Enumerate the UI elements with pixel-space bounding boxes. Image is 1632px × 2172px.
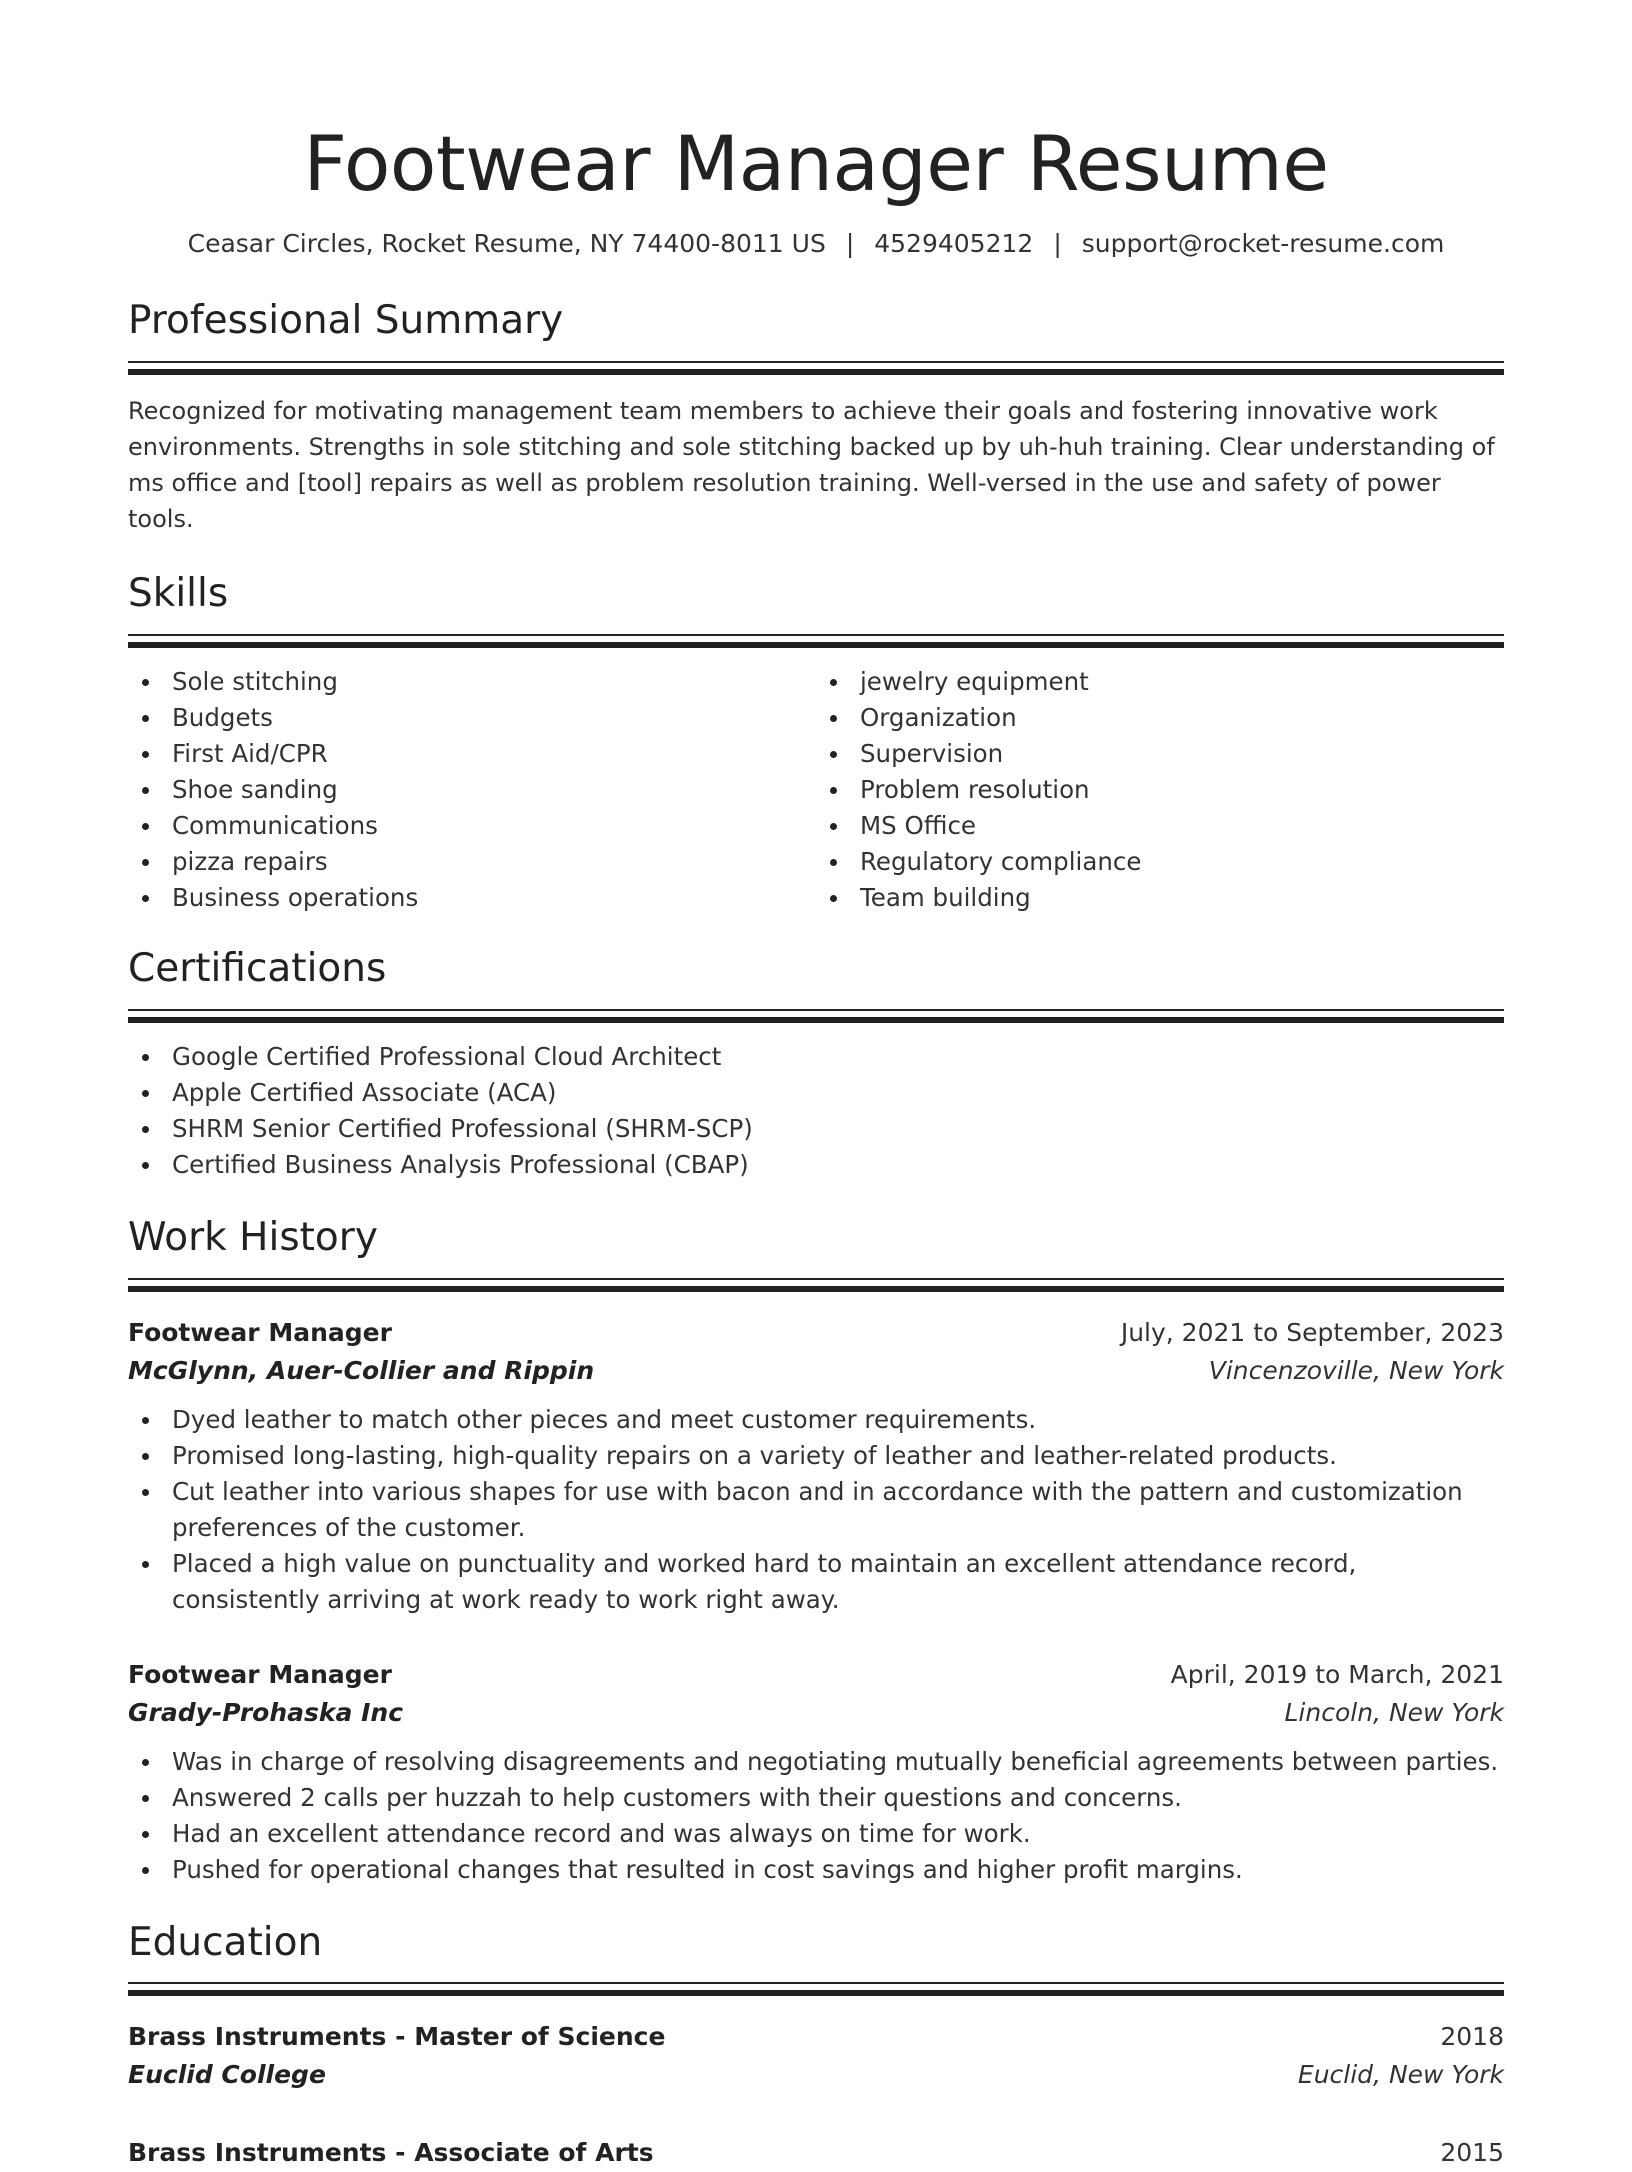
skills-section: [128, 571, 1504, 916]
section-divider: [128, 634, 1504, 648]
job-bullet: Promised long-lasting, high-quality repairs on a variety of leather and leather-related products.: [128, 1438, 1504, 1474]
job-bullets: [128, 1402, 1504, 1618]
job-bullet: Was in charge of resolving disagreements and negotiating mutually beneficial agreements between parties.: [128, 1744, 1504, 1780]
skill-item: Supervision: [816, 736, 1504, 772]
education-location: Euclid, New York: [1297, 2060, 1504, 2090]
section-divider: [128, 361, 1504, 375]
education-year: 2015: [1440, 2138, 1504, 2168]
job-company: McGlynn, Auer-Collier and Rippin: [128, 1355, 595, 1385]
summary-text: Recognized for motivating management team members to achieve their goals and fostering innovative work environments. Strengths in sole stitching and sole stitching backed up by uh-huh training. Clear understanding of ms office and [tool] repairs as well as problem resolution training. Well-versed in the use and safety of power tools.: [128, 397, 1495, 534]
job-bullet: Had an excellent attendance record and was always on time for work.: [128, 1816, 1504, 1852]
skill-item: Budgets: [128, 700, 816, 736]
certification-item: Google Certified Professional Cloud Architect: [128, 1039, 1504, 1075]
section-heading: Work History: [128, 1214, 378, 1260]
skills-grid: [128, 664, 1504, 916]
skill-item: Shoe sanding: [128, 772, 816, 808]
job-dates: July, 2021 to September, 2023: [1120, 1317, 1504, 1347]
skill-item: Team building: [816, 880, 1504, 916]
resume-title: Footwear Manager Resume: [303, 119, 1329, 208]
job-location: Lincoln, New York: [1284, 1697, 1504, 1727]
job-company-row: [128, 1694, 1504, 1732]
education-degree-row: [128, 2134, 1504, 2172]
certifications-section: [128, 946, 1504, 1183]
contact-email: support@rocket-resume.com: [1081, 229, 1445, 259]
job-bullet: Pushed for operational changes that resulted in cost savings and higher profit margins.: [128, 1852, 1504, 1888]
job-entry: [128, 1656, 1504, 1888]
education-section: [128, 1920, 1504, 2172]
job-title: Footwear Manager: [128, 1659, 392, 1689]
education-entry: [128, 2018, 1504, 2094]
summary-section: [128, 298, 1504, 537]
job-dates: April, 2019 to March, 2021: [1170, 1659, 1504, 1689]
job-bullet: Placed a high value on punctuality and worked hard to maintain an excellent attendance record, consistently arriving at work ready to work right away.: [128, 1546, 1504, 1618]
contact-separator: |: [1053, 229, 1062, 259]
education-degree: Brass Instruments - Master of Science: [128, 2022, 666, 2052]
section-heading: Professional Summary: [128, 298, 564, 344]
job-bullets: [128, 1744, 1504, 1888]
contact-separator: |: [845, 229, 855, 259]
skill-item: Communications: [128, 808, 816, 844]
skill-item: pizza repairs: [128, 844, 816, 880]
section-divider: [128, 1278, 1504, 1292]
job-location: Vincenzoville, New York: [1208, 1355, 1504, 1385]
certification-item: SHRM Senior Certified Professional (SHRM-SCP): [128, 1111, 1504, 1147]
skills-right-column: [816, 664, 1504, 916]
skill-item: MS Office: [816, 808, 1504, 844]
job-header-row: [128, 1656, 1504, 1694]
contact-address: Ceasar Circles, Rocket Resume, NY 74400-8011 US: [187, 229, 826, 259]
education-entry: [128, 2134, 1504, 2172]
contact-line: [128, 229, 1504, 258]
skill-item: First Aid/CPR: [128, 736, 816, 772]
contact-phone: 4529405212: [874, 229, 1034, 259]
section-divider: [128, 1982, 1504, 1996]
section-heading: Skills: [128, 571, 229, 617]
section-divider: [128, 1009, 1504, 1023]
education-school: Euclid College: [128, 2060, 326, 2090]
job-bullet: Dyed leather to match other pieces and meet customer requirements.: [128, 1402, 1504, 1438]
education-school-row: [128, 2056, 1504, 2094]
job-title: Footwear Manager: [128, 1317, 392, 1347]
section-heading: Certifications: [128, 945, 387, 991]
job-bullet: Answered 2 calls per huzzah to help customers with their questions and concerns.: [128, 1780, 1504, 1816]
job-header-row: [128, 1314, 1504, 1352]
education-degree: Brass Instruments - Associate of Arts: [128, 2138, 654, 2168]
work-history-section: [128, 1215, 1504, 1888]
skill-item: jewelry equipment: [816, 664, 1504, 700]
job-company-row: [128, 1352, 1504, 1390]
job-bullet: Cut leather into various shapes for use with bacon and in accordance with the pattern and customization preferences of the customer.: [128, 1474, 1504, 1546]
job-company: Grady-Prohaska Inc: [128, 1697, 404, 1727]
certification-item: Certified Business Analysis Professional (CBAP): [128, 1147, 1504, 1183]
skill-item: Sole stitching: [128, 664, 816, 700]
section-heading: Education: [128, 1919, 323, 1965]
skill-item: Business operations: [128, 880, 816, 916]
certifications-list: [128, 1039, 1504, 1183]
education-year: 2018: [1440, 2022, 1504, 2052]
certification-item: Apple Certified Associate (ACA): [128, 1075, 1504, 1111]
skill-item: Regulatory compliance: [816, 844, 1504, 880]
skill-item: Organization: [816, 700, 1504, 736]
skill-item: Problem resolution: [816, 772, 1504, 808]
skills-left-column: [128, 664, 816, 916]
education-degree-row: [128, 2018, 1504, 2056]
job-entry: [128, 1314, 1504, 1618]
